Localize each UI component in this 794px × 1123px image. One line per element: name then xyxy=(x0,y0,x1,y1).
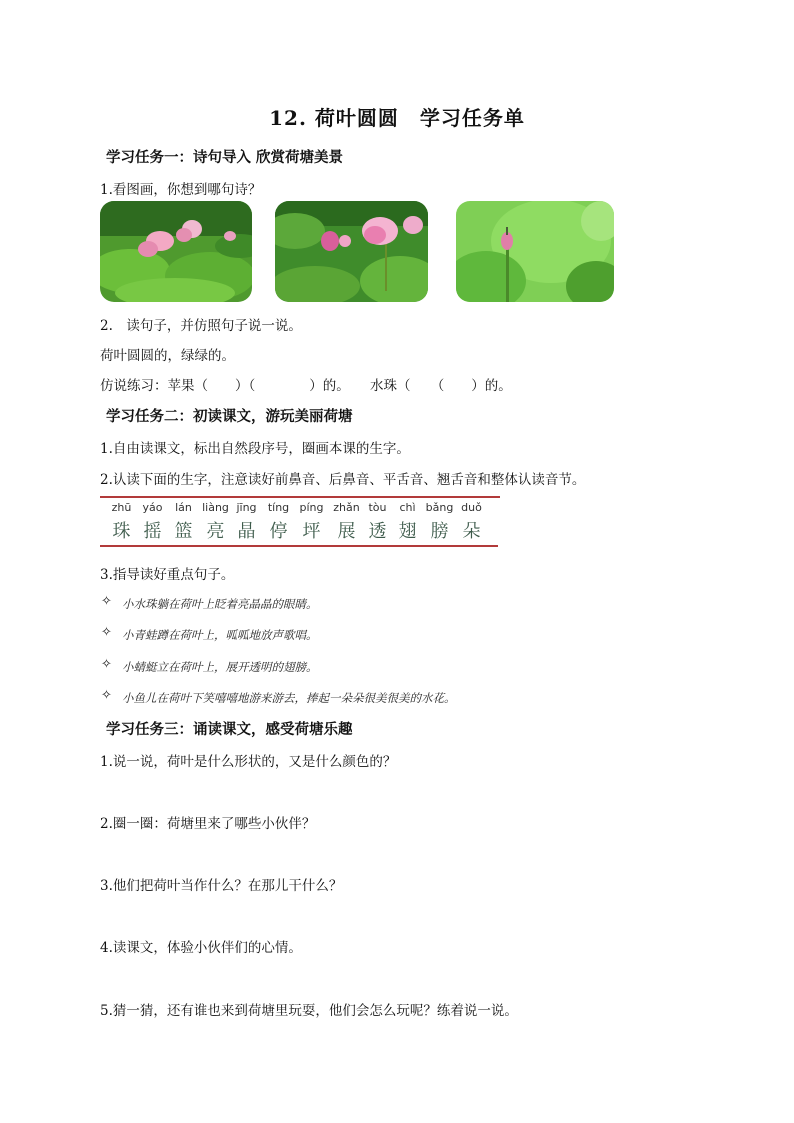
lotus-leaf-dragonfly-photo xyxy=(456,201,614,302)
sparkle-bullet-icon: ✧ xyxy=(101,625,112,640)
bottom-rule xyxy=(100,545,498,547)
task3-heading: 学习任务三：诵读课文，感受荷塘乐趣 xyxy=(106,721,353,738)
hanzi-item: 亮 xyxy=(206,521,225,542)
pinyin-item: píng xyxy=(299,501,324,514)
task3-question: 5.猜一猜，还有谁也来到荷塘里玩耍，他们会怎么玩呢？练着说一说。 xyxy=(100,1003,518,1019)
pinyin-item: bǎng xyxy=(425,501,454,514)
hanzi-item: 展 xyxy=(337,521,356,542)
hanzi-item: 珠 xyxy=(112,521,131,542)
pinyin-item: yáo xyxy=(142,501,163,514)
key-sentence: 小水珠躺在荷叶上眨着亮晶晶的眼睛。 xyxy=(122,597,318,611)
pinyin-item: tòu xyxy=(368,501,387,514)
pinyin-item: chì xyxy=(399,501,416,514)
hanzi-item: 朵 xyxy=(462,521,481,542)
lotus-pond-photo-2 xyxy=(275,201,428,302)
page-title: 12. 荷叶圆圆 学习任务单 xyxy=(269,106,525,130)
hanzi-item: 晶 xyxy=(237,521,256,542)
task2-heading: 学习任务二：初读课文，游玩美丽荷塘 xyxy=(106,408,353,425)
pinyin-item: lán xyxy=(175,501,192,514)
hanzi-item: 坪 xyxy=(302,521,321,542)
hanzi-item: 篮 xyxy=(174,521,193,542)
sparkle-bullet-icon: ✧ xyxy=(101,688,112,703)
task3-question: 2.圈一圈：荷塘里来了哪些小伙伴？ xyxy=(100,816,316,832)
key-sentence: 小鱼儿在荷叶下笑嘻嘻地游来游去，捧起一朵朵很美很美的水花。 xyxy=(122,691,456,705)
practice-line: 仿说练习：苹果（ ）（ ）的。 水珠（ （ ）的。 xyxy=(100,378,512,394)
task2-question-2: 2.认读下面的生字，注意读好前鼻音、后鼻音、平舌音、翘舌音和整体认读音节。 xyxy=(100,472,586,488)
task2-question-3: 3.指导读好重点句子。 xyxy=(100,567,235,583)
hanzi-item: 摇 xyxy=(143,521,162,542)
task1-question-2: 2. 读句子，并仿照句子说一说。 xyxy=(100,318,302,334)
hanzi-item: 停 xyxy=(269,521,288,542)
task2-question-1: 1.自由读课文，标出自然段序号，圈画本课的生字。 xyxy=(100,441,410,457)
pinyin-item: tíng xyxy=(267,501,290,514)
hanzi-item: 膀 xyxy=(430,521,449,542)
key-sentence: 小蜻蜓立在荷叶上，展开透明的翅膀。 xyxy=(122,660,318,674)
task1-question-1: 1.看图画，你想到哪句诗？ xyxy=(100,182,262,198)
task3-question: 3.他们把荷叶当作什么？在那儿干什么？ xyxy=(100,878,343,894)
pinyin-item: duǒ xyxy=(461,501,482,514)
top-rule xyxy=(100,496,500,498)
pinyin-item: zhū xyxy=(111,501,132,514)
hanzi-item: 翅 xyxy=(398,521,417,542)
sparkle-bullet-icon: ✧ xyxy=(101,657,112,672)
key-sentence: 小青蛙蹲在荷叶上，呱呱地放声歌唱。 xyxy=(122,628,318,642)
example-sentence: 荷叶圆圆的，绿绿的。 xyxy=(100,348,235,364)
pinyin-item: zhǎn xyxy=(333,501,360,514)
pinyin-item: liàng xyxy=(202,501,229,514)
pinyin-item: jīng xyxy=(236,501,257,514)
task3-question: 1.说一说，荷叶是什么形状的，又是什么颜色的？ xyxy=(100,754,397,770)
lotus-pond-photo-1 xyxy=(100,201,252,302)
hanzi-item: 透 xyxy=(368,521,387,542)
task3-question: 4.读课文，体验小伙伴们的心情。 xyxy=(100,940,302,956)
task1-heading: 学习任务一：诗句导入 欣赏荷塘美景 xyxy=(106,149,344,166)
sparkle-bullet-icon: ✧ xyxy=(101,594,112,609)
pinyin-char-table xyxy=(100,496,500,548)
